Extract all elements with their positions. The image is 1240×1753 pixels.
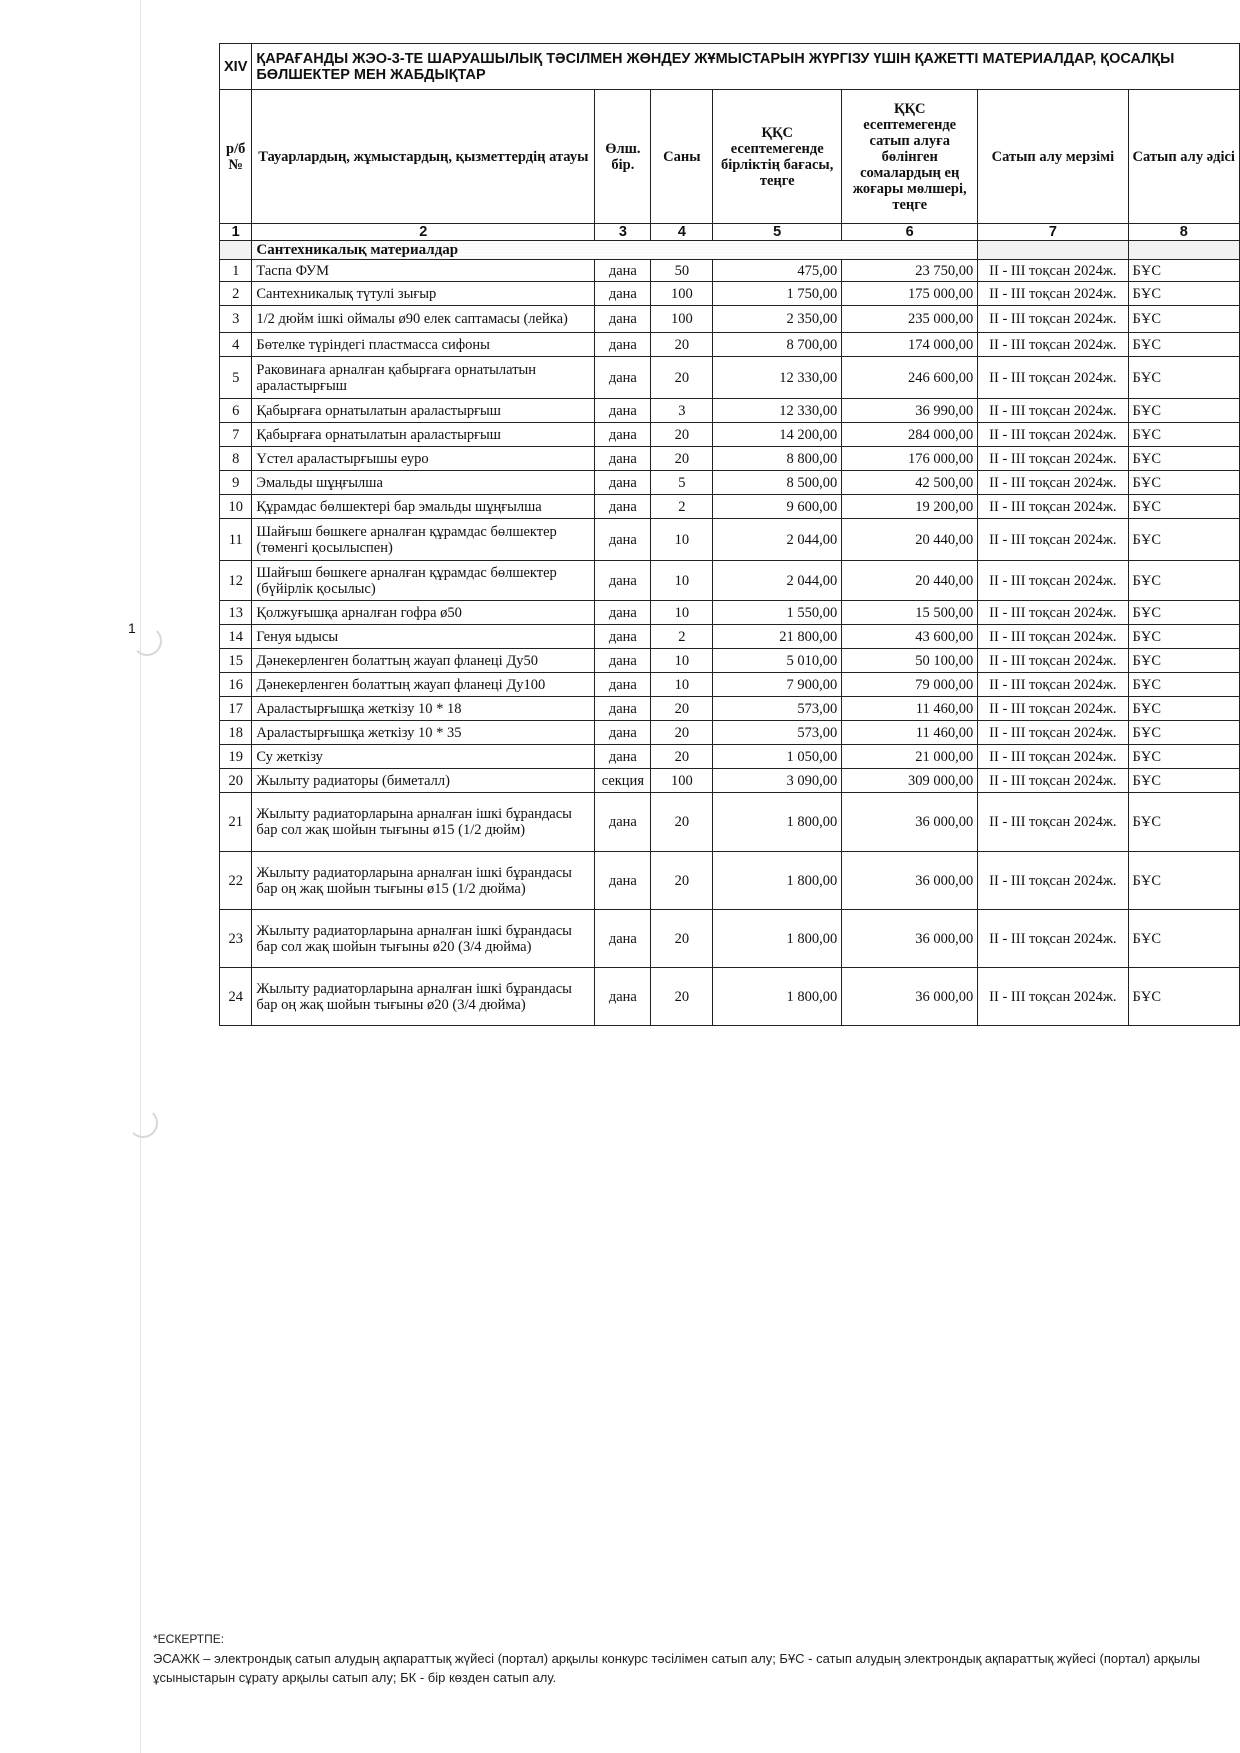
row-number: 14 xyxy=(220,625,252,649)
purchase-period: II - III тоқсан 2024ж. xyxy=(978,649,1128,673)
total-amount: 284 000,00 xyxy=(842,423,978,447)
row-number: 15 xyxy=(220,649,252,673)
purchase-period: II - III тоқсан 2024ж. xyxy=(978,968,1128,1026)
item-name: Жылыту радиаторларына арналған ішкі бұрандасы бар сол жақ шойын тығыны ø20 (3/4 дюйма) xyxy=(252,910,595,968)
unit-price: 573,00 xyxy=(713,721,842,745)
unit-price: 1 750,00 xyxy=(713,282,842,306)
table-row xyxy=(220,721,1240,745)
item-name: Қолжуғышқа арналған гофра ø50 xyxy=(252,601,595,625)
purchase-method: БҰС xyxy=(1128,625,1239,649)
row-number: 16 xyxy=(220,673,252,697)
item-name: Құрамдас бөлшектері бар эмальды шұңғылша xyxy=(252,495,595,519)
table-row xyxy=(220,793,1240,852)
table-row xyxy=(220,561,1240,601)
item-name: Раковинаға арналған қабырғаға орнатылатын араластырғыш xyxy=(252,357,595,399)
quantity: 20 xyxy=(651,968,713,1026)
table-row xyxy=(220,282,1240,306)
column-number: 4 xyxy=(651,224,713,241)
punch-hole-mark xyxy=(132,626,162,656)
purchase-method: БҰС xyxy=(1128,282,1239,306)
unit: дана xyxy=(595,447,651,471)
unit-price: 12 330,00 xyxy=(713,399,842,423)
quantity: 20 xyxy=(651,423,713,447)
purchase-method: БҰС xyxy=(1128,471,1239,495)
unit-price: 1 800,00 xyxy=(713,910,842,968)
unit: дана xyxy=(595,721,651,745)
quantity: 100 xyxy=(651,306,713,333)
unit-price: 5 010,00 xyxy=(713,649,842,673)
total-amount: 43 600,00 xyxy=(842,625,978,649)
quantity: 10 xyxy=(651,649,713,673)
total-amount: 11 460,00 xyxy=(842,721,978,745)
row-number: 20 xyxy=(220,769,252,793)
table-row xyxy=(220,625,1240,649)
unit-price: 12 330,00 xyxy=(713,357,842,399)
procurement-table xyxy=(219,43,1240,1026)
footnote-text: ЭСАЖК – электрондық сатып алудың ақпараттық жүйесі (портал) арқылы конкурс тәсілімен сатып алу; БҰС - сатып алудың электрондық ақпараттық жүйесі (портал) арқылы ұсыныстарын сұрату арқылы сатып алу; БК - бір көзден сатып алу. xyxy=(153,1651,1201,1685)
row-number: 22 xyxy=(220,852,252,910)
column-number: 6 xyxy=(842,224,978,241)
quantity: 20 xyxy=(651,333,713,357)
purchase-method: БҰС xyxy=(1128,260,1239,282)
purchase-method: БҰС xyxy=(1128,561,1239,601)
total-amount: 15 500,00 xyxy=(842,601,978,625)
category-label: Сантехникалық материалдар xyxy=(252,241,978,260)
section-header-row xyxy=(220,44,1240,90)
column-number: 7 xyxy=(978,224,1128,241)
table-row xyxy=(220,423,1240,447)
column-number: 5 xyxy=(713,224,842,241)
unit: дана xyxy=(595,601,651,625)
item-name: Шайғыш бөшкеге арналған құрамдас бөлшектер (бүйірлік қосылыс) xyxy=(252,561,595,601)
unit-price: 2 044,00 xyxy=(713,561,842,601)
table-row xyxy=(220,447,1240,471)
footnote-title: *ЕСКЕРТПЕ: xyxy=(153,1632,225,1646)
unit: дана xyxy=(595,910,651,968)
item-name: 1/2 дюйм ішкі оймалы ø90 елек саптамасы (лейка) xyxy=(252,306,595,333)
unit-price: 3 090,00 xyxy=(713,769,842,793)
unit: дана xyxy=(595,561,651,601)
unit: дана xyxy=(595,423,651,447)
purchase-period: II - III тоқсан 2024ж. xyxy=(978,260,1128,282)
row-number: 23 xyxy=(220,910,252,968)
purchase-period: II - III тоқсан 2024ж. xyxy=(978,519,1128,561)
purchase-period: II - III тоқсан 2024ж. xyxy=(978,447,1128,471)
purchase-period: II - III тоқсан 2024ж. xyxy=(978,306,1128,333)
total-amount: 21 000,00 xyxy=(842,745,978,769)
row-number: 5 xyxy=(220,357,252,399)
total-amount: 176 000,00 xyxy=(842,447,978,471)
item-name: Араластырғышқа жеткізу 10 * 18 xyxy=(252,697,595,721)
unit: дана xyxy=(595,495,651,519)
table-row xyxy=(220,357,1240,399)
total-amount: 309 000,00 xyxy=(842,769,978,793)
unit-price: 1 800,00 xyxy=(713,852,842,910)
purchase-method: БҰС xyxy=(1128,793,1239,852)
unit-price: 7 900,00 xyxy=(713,673,842,697)
quantity: 10 xyxy=(651,519,713,561)
unit-price: 475,00 xyxy=(713,260,842,282)
quantity: 50 xyxy=(651,260,713,282)
purchase-method: БҰС xyxy=(1128,968,1239,1026)
item-name: Жылыту радиаторы (биметалл) xyxy=(252,769,595,793)
purchase-period: II - III тоқсан 2024ж. xyxy=(978,471,1128,495)
purchase-method: БҰС xyxy=(1128,447,1239,471)
total-amount: 19 200,00 xyxy=(842,495,978,519)
column-number: 1 xyxy=(220,224,252,241)
quantity: 10 xyxy=(651,673,713,697)
column-header-row xyxy=(220,90,1240,224)
total-amount: 42 500,00 xyxy=(842,471,978,495)
unit: дана xyxy=(595,649,651,673)
total-amount: 20 440,00 xyxy=(842,519,978,561)
item-name: Бөтелке түріндегі пластмасса сифоны xyxy=(252,333,595,357)
table-row xyxy=(220,745,1240,769)
purchase-method: БҰС xyxy=(1128,649,1239,673)
unit-price: 8 800,00 xyxy=(713,447,842,471)
item-name: Үстел араластырғышы еуро xyxy=(252,447,595,471)
total-amount: 20 440,00 xyxy=(842,561,978,601)
quantity: 5 xyxy=(651,471,713,495)
unit: дана xyxy=(595,306,651,333)
total-amount: 174 000,00 xyxy=(842,333,978,357)
row-number: 10 xyxy=(220,495,252,519)
total-amount: 50 100,00 xyxy=(842,649,978,673)
total-amount: 36 000,00 xyxy=(842,910,978,968)
purchase-method: БҰС xyxy=(1128,399,1239,423)
table-row xyxy=(220,769,1240,793)
total-amount: 79 000,00 xyxy=(842,673,978,697)
quantity: 20 xyxy=(651,745,713,769)
unit: дана xyxy=(595,852,651,910)
row-number: 21 xyxy=(220,793,252,852)
purchase-period: II - III тоқсан 2024ж. xyxy=(978,601,1128,625)
table-row xyxy=(220,260,1240,282)
table-row xyxy=(220,333,1240,357)
quantity: 20 xyxy=(651,852,713,910)
unit-price: 1 800,00 xyxy=(713,968,842,1026)
table-row xyxy=(220,673,1240,697)
header-period: Сатып алу мерзімі xyxy=(978,90,1128,224)
unit-price: 573,00 xyxy=(713,697,842,721)
item-name: Қабырғаға орнатылатын араластырғыш xyxy=(252,423,595,447)
total-amount: 235 000,00 xyxy=(842,306,978,333)
margin-mark: 1 xyxy=(128,620,136,636)
purchase-period: II - III тоқсан 2024ж. xyxy=(978,561,1128,601)
item-name: Сантехникалық түтулі зығыр xyxy=(252,282,595,306)
item-name: Жылыту радиаторларына арналған ішкі бұрандасы бар оң жақ шойын тығыны ø15 (1/2 дюйма) xyxy=(252,852,595,910)
total-amount: 246 600,00 xyxy=(842,357,978,399)
purchase-period: II - III тоқсан 2024ж. xyxy=(978,399,1128,423)
purchase-method: БҰС xyxy=(1128,333,1239,357)
table-row xyxy=(220,495,1240,519)
purchase-period: II - III тоқсан 2024ж. xyxy=(978,495,1128,519)
unit: секция xyxy=(595,769,651,793)
purchase-method: БҰС xyxy=(1128,495,1239,519)
quantity: 10 xyxy=(651,561,713,601)
footnote xyxy=(153,1630,1240,1687)
quantity: 20 xyxy=(651,721,713,745)
item-name: Қабырғаға орнатылатын араластырғыш xyxy=(252,399,595,423)
purchase-method: БҰС xyxy=(1128,769,1239,793)
table-row xyxy=(220,910,1240,968)
column-number-row xyxy=(220,224,1240,241)
quantity: 20 xyxy=(651,910,713,968)
quantity: 20 xyxy=(651,357,713,399)
item-name: Эмальды шұңғылша xyxy=(252,471,595,495)
purchase-period: II - III тоқсан 2024ж. xyxy=(978,423,1128,447)
category-row xyxy=(220,241,1240,260)
unit-price: 1 800,00 xyxy=(713,793,842,852)
header-qty: Саны xyxy=(651,90,713,224)
purchase-method: БҰС xyxy=(1128,910,1239,968)
purchase-period: II - III тоқсан 2024ж. xyxy=(978,769,1128,793)
purchase-period: II - III тоқсан 2024ж. xyxy=(978,357,1128,399)
row-number: 6 xyxy=(220,399,252,423)
row-number: 11 xyxy=(220,519,252,561)
table-row xyxy=(220,649,1240,673)
purchase-method: БҰС xyxy=(1128,357,1239,399)
section-title: ҚАРАҒАНДЫ ЖЭО-3-ТЕ ШАРУАШЫЛЫҚ ТӘСІЛМЕН ЖӨНДЕУ ЖҰМЫСТАРЫН ЖҮРГІЗУ ҮШІН ҚАЖЕТТІ МАТЕРИАЛДАР, ҚОСАЛҚЫ БӨЛШЕКТЕР МЕН ЖАБДЫҚТАР xyxy=(252,44,1240,90)
total-amount: 36 000,00 xyxy=(842,793,978,852)
total-amount: 11 460,00 xyxy=(842,697,978,721)
purchase-method: БҰС xyxy=(1128,745,1239,769)
unit-price: 21 800,00 xyxy=(713,625,842,649)
row-number: 4 xyxy=(220,333,252,357)
unit-price: 1 550,00 xyxy=(713,601,842,625)
header-name: Тауарлардың, жұмыстардың, қызметтердің атауы xyxy=(252,90,595,224)
row-number: 3 xyxy=(220,306,252,333)
unit: дана xyxy=(595,282,651,306)
header-num: р/б № xyxy=(220,90,252,224)
unit: дана xyxy=(595,471,651,495)
purchase-period: II - III тоқсан 2024ж. xyxy=(978,625,1128,649)
item-name: Дәнекерленген болаттың жауап фланеці Ду100 xyxy=(252,673,595,697)
purchase-method: БҰС xyxy=(1128,852,1239,910)
purchase-period: II - III тоқсан 2024ж. xyxy=(978,282,1128,306)
item-name: Су жеткізу xyxy=(252,745,595,769)
item-name: Дәнекерленген болаттың жауап фланеці Ду50 xyxy=(252,649,595,673)
unit: дана xyxy=(595,697,651,721)
row-number: 1 xyxy=(220,260,252,282)
purchase-period: II - III тоқсан 2024ж. xyxy=(978,852,1128,910)
unit: дана xyxy=(595,260,651,282)
item-name: Генуя ыдысы xyxy=(252,625,595,649)
purchase-period: II - III тоқсан 2024ж. xyxy=(978,793,1128,852)
purchase-method: БҰС xyxy=(1128,519,1239,561)
purchase-period: II - III тоқсан 2024ж. xyxy=(978,333,1128,357)
total-amount: 36 000,00 xyxy=(842,852,978,910)
row-number: 8 xyxy=(220,447,252,471)
table-row xyxy=(220,471,1240,495)
total-amount: 36 990,00 xyxy=(842,399,978,423)
section-number: XIV xyxy=(220,44,252,90)
page-margin-line xyxy=(140,0,141,1753)
header-unit: Өлш. бір. xyxy=(595,90,651,224)
total-amount: 175 000,00 xyxy=(842,282,978,306)
column-number: 2 xyxy=(252,224,595,241)
purchase-period: II - III тоқсан 2024ж. xyxy=(978,697,1128,721)
row-number: 7 xyxy=(220,423,252,447)
quantity: 100 xyxy=(651,282,713,306)
quantity: 2 xyxy=(651,495,713,519)
unit-price: 2 044,00 xyxy=(713,519,842,561)
total-amount: 23 750,00 xyxy=(842,260,978,282)
item-name: Шайғыш бөшкеге арналған құрамдас бөлшектер (төменгі қосылыспен) xyxy=(252,519,595,561)
header-total: ҚҚС есептемегенде сатып алуға бөлінген сомалардың ең жоғары мөлшері, теңге xyxy=(842,90,978,224)
quantity: 2 xyxy=(651,625,713,649)
unit: дана xyxy=(595,519,651,561)
quantity: 3 xyxy=(651,399,713,423)
header-method: Сатып алу әдісі xyxy=(1128,90,1239,224)
unit-price: 1 050,00 xyxy=(713,745,842,769)
purchase-method: БҰС xyxy=(1128,697,1239,721)
unit: дана xyxy=(595,745,651,769)
unit: дана xyxy=(595,625,651,649)
table-row xyxy=(220,601,1240,625)
item-name: Жылыту радиаторларына арналған ішкі бұрандасы бар оң жақ шойын тығыны ø20 (3/4 дюйма) xyxy=(252,968,595,1026)
row-number: 13 xyxy=(220,601,252,625)
column-number: 8 xyxy=(1128,224,1239,241)
unit-price: 2 350,00 xyxy=(713,306,842,333)
unit-price: 8 700,00 xyxy=(713,333,842,357)
unit: дана xyxy=(595,333,651,357)
row-number: 19 xyxy=(220,745,252,769)
unit: дана xyxy=(595,357,651,399)
unit-price: 9 600,00 xyxy=(713,495,842,519)
table-row xyxy=(220,306,1240,333)
purchase-method: БҰС xyxy=(1128,306,1239,333)
row-number: 17 xyxy=(220,697,252,721)
row-number: 18 xyxy=(220,721,252,745)
table-row xyxy=(220,852,1240,910)
table-row xyxy=(220,399,1240,423)
table-row xyxy=(220,519,1240,561)
quantity: 20 xyxy=(651,447,713,471)
purchase-period: II - III тоқсан 2024ж. xyxy=(978,721,1128,745)
purchase-period: II - III тоқсан 2024ж. xyxy=(978,673,1128,697)
purchase-method: БҰС xyxy=(1128,721,1239,745)
purchase-period: II - III тоқсан 2024ж. xyxy=(978,910,1128,968)
row-number: 12 xyxy=(220,561,252,601)
total-amount: 36 000,00 xyxy=(842,968,978,1026)
purchase-period: II - III тоқсан 2024ж. xyxy=(978,745,1128,769)
unit: дана xyxy=(595,399,651,423)
quantity: 20 xyxy=(651,793,713,852)
row-number: 24 xyxy=(220,968,252,1026)
unit: дана xyxy=(595,968,651,1026)
table-row xyxy=(220,697,1240,721)
item-name: Жылыту радиаторларына арналған ішкі бұрандасы бар сол жақ шойын тығыны ø15 (1/2 дюйм) xyxy=(252,793,595,852)
purchase-method: БҰС xyxy=(1128,601,1239,625)
unit-price: 14 200,00 xyxy=(713,423,842,447)
item-name: Таспа ФУМ xyxy=(252,260,595,282)
header-price: ҚҚС есептемегенде бірліктің бағасы, теңге xyxy=(713,90,842,224)
table-row xyxy=(220,968,1240,1026)
item-name: Араластырғышқа жеткізу 10 * 35 xyxy=(252,721,595,745)
unit: дана xyxy=(595,793,651,852)
quantity: 10 xyxy=(651,601,713,625)
row-number: 2 xyxy=(220,282,252,306)
quantity: 20 xyxy=(651,697,713,721)
unit: дана xyxy=(595,673,651,697)
punch-hole-mark xyxy=(128,1108,158,1138)
purchase-method: БҰС xyxy=(1128,423,1239,447)
purchase-method: БҰС xyxy=(1128,673,1239,697)
unit-price: 8 500,00 xyxy=(713,471,842,495)
row-number: 9 xyxy=(220,471,252,495)
quantity: 100 xyxy=(651,769,713,793)
column-number: 3 xyxy=(595,224,651,241)
